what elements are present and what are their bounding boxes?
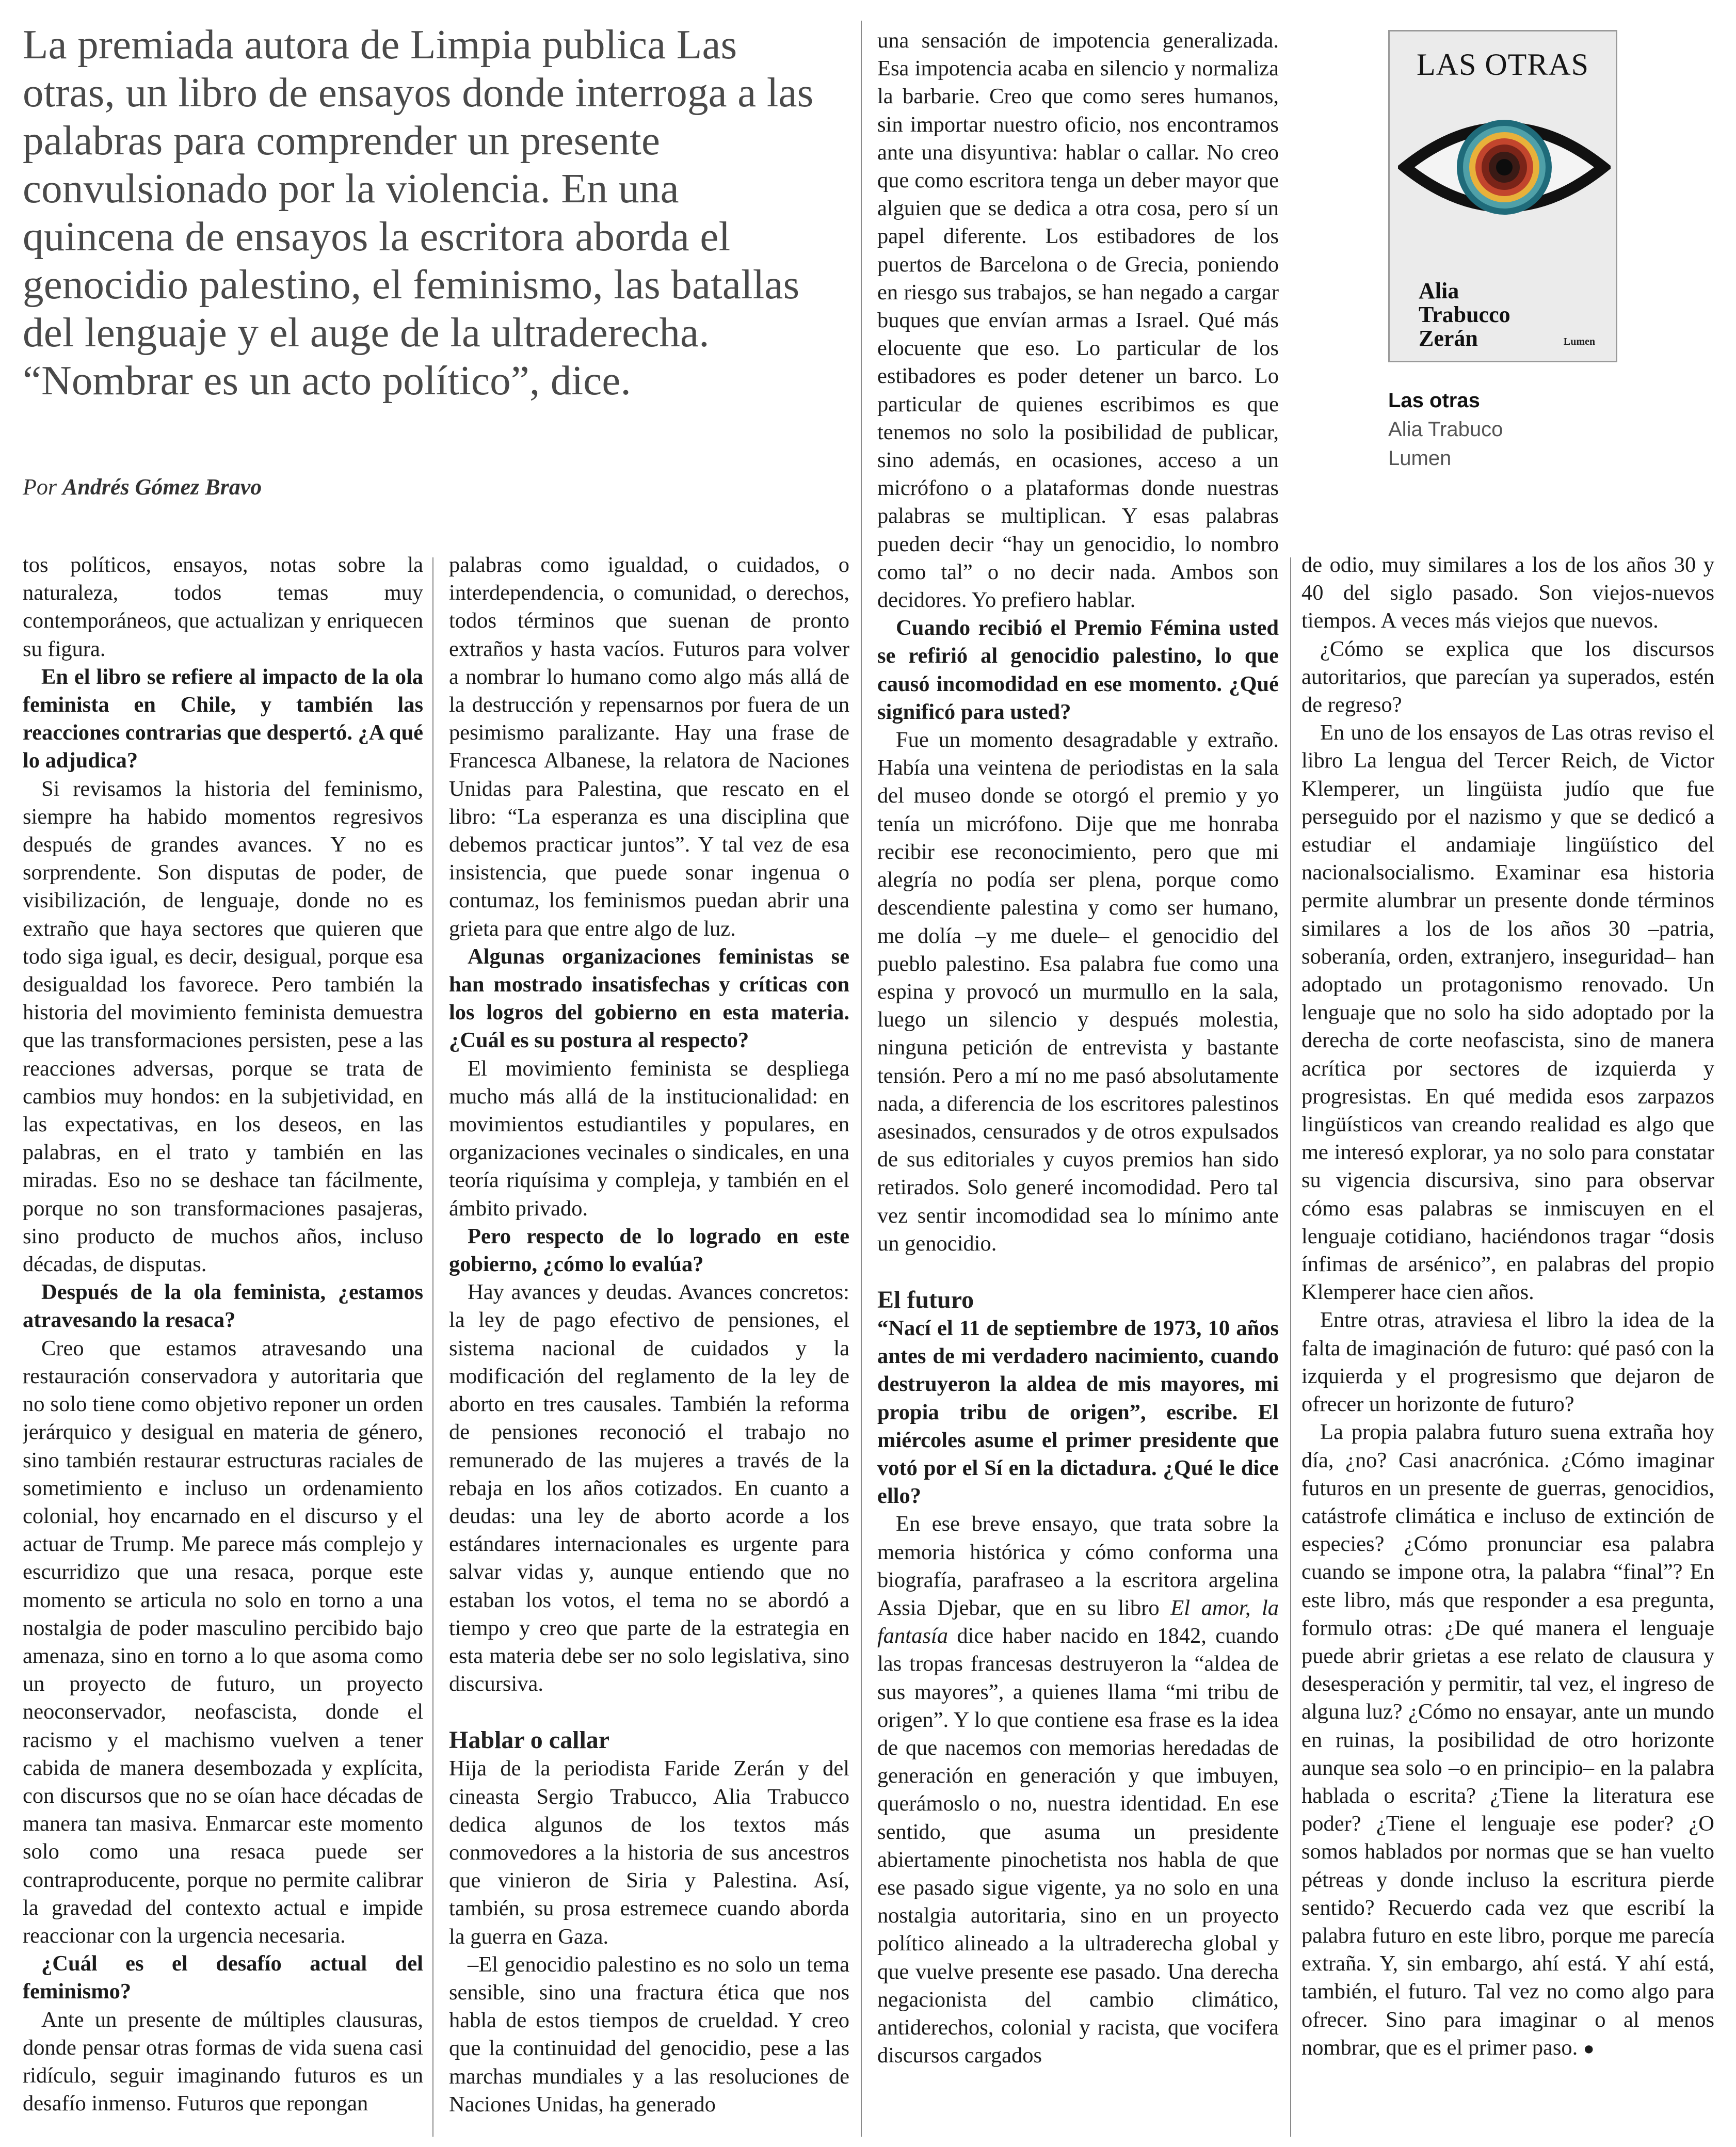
paragraph: tos políticos, ensayos, notas sobre la naturaleza, todos temas muy contemporáneos, que actualizan y enriquecen su figura. xyxy=(23,553,423,661)
paragraph: Ante un presente de múltiples clausuras, donde pensar otras formas de vida suena casi ridículo, seguir imaginando futuros es un desafío inmenso. Futuros que repongan xyxy=(23,2007,423,2116)
spacer xyxy=(449,1698,849,1726)
question: ¿Cuál es el desafío actual del feminismo? xyxy=(23,1951,423,2004)
question: En el libro se refiere al impacto de la ola feminista en Chile, y también las reacciones contrarias que despertó. ¿A qué lo adjudica? xyxy=(23,664,423,773)
paragraph: Entre otras, atraviesa el libro la idea de la falta de imaginación de futuro: qué pasó con la izquierda y el progresismo que dejaron de ofrecer un horizonte de futuro? xyxy=(1301,1308,1714,1417)
paragraph: En uno de los ensayos de Las otras reviso el libro La lengua del Tercer Reich, de Victor Klemperer, un lingüista judío que fue perseguido por el nazismo y que se dedicó a estudiar el andamiaje lingüístico del nacionalsocialismo. Examinar esa historia permite alumbrar un presente donde términos similares a los de los años 30 –patria, soberanía, orden, extranjero, inseguridad– han adoptado un protagonismo renovado. Un lenguaje que no solo ha sido adoptado por la derecha de corte neofascista, sino de manera acrítica por sectores de izquierda y progresistas. En qué medida esos zarpazos lingüísticos van creando realidad es algo que me interesó explorar, ya no solo para constatar su vigencia discursiva, sino para observar cómo esas palabras se inmiscuyen en el lenguaje cotidiano, haciéndonos tragar “dosis ínfimas de arsénico”, en palabras del propio Klemperer hace cien años. xyxy=(1301,720,1714,1305)
column-divider xyxy=(861,21,862,2137)
paragraph: una sensación de impotencia generalizada. Esa impotencia acaba en silencio y normaliza la barbarie. Creo que como seres humanos, sin importar nuestro oficio, nos encontramos ante una disyuntiva: hablar o callar. No creo que como escritora tenga un deber mayor que alguien que se dedica a otra cosa, pero sí un papel diferente. Los estibadores de los puertos de Barcelona o de Grecia, poniendo en riesgo sus trabajos, se han negado a cargar buques que envían armas a Israel. Qué más elocuente que eso. Lo particular de los estibadores es poder detener un barco. Lo particular de quienes escribimos es que tenemos no solo la posibilidad de publicar, sino además, en ocasiones, acceso a un micrófono o a plataformas donde nuestras palabras se multiplican. Y esas palabras pueden decir “hay un genocidio, lo nombro como tal” o no decir nada. Ambos son decidores. Yo prefiero hablar. xyxy=(877,28,1279,613)
paragraph xyxy=(1301,1418,1714,2062)
paragraph: Creo que estamos atravesando una restauración conservadora y autoritaria que no solo tiene como objetivo reponer un orden jerárquico y desigual en materia de género, sino también restaurar estructuras raciales de sometimiento e incluso un ordenamiento colonial, hoy encarnado en el discurso y el actuar de Trump. Me parece más complejo y escurridizo que una resaca, porque este momento se articula no solo en torno a una nostalgia de poder masculino percibido bajo amenaza, sino en torno a lo que asoma como un proyecto de futuro, un proyecto neoconservador, neofascista, donde el racismo y el machismo vuelven a tener cabida de manera desembozada y explícita, con discursos que no se oían hace décadas de manera tan masiva. Enmarcar este momento solo como una resaca puede ser contraproducente, porque no permite calibrar la gravedad del contexto actual e impide reaccionar con la urgencia necesaria. xyxy=(23,1336,423,1948)
paragraph: Hija de la periodista Faride Zerán y del cineasta Sergio Trabucco, Alia Trabucco dedica algunos de los textos más conmovedores a la historia de sus ancestros que vinieron de Siria y Palestina. Así, también, su prosa estremece cuando aborda la guerra en Gaza. xyxy=(449,1756,849,1949)
question: Después de la ola feminista, ¿estamos atravesando la resaca? xyxy=(23,1280,423,1333)
question: Pero respecto de lo logrado en este gobierno, ¿cómo lo evalúa? xyxy=(449,1224,849,1277)
paragraph: Fue un momento desagradable y extraño. Había una veintena de periodistas en la sala del museo donde se otorgó el premio y yo tenía un micrófono. Dije que me honraba recibir ese reconocimiento, pero que mi alegría no podía ser plena, porque como descendiente palestina y como ser humano, me dolía –y me duele– el genocidio del pueblo palestino. Esa palabra fue como una espina y provocó un murmullo en la sala, luego un silencio y después molestia, ninguna petición de entrevista y bastante tensión. Pero a mí no me pasó absolutamente nada, a diferencia de los escritores palestinos asesinados, censurados y de otros expulsados de sus editoriales y cuyos premios han sido retirados. Solo generé incomodidad. Pero tal vez sentir incomodidad sea lo mínimo ante un genocidio. xyxy=(877,728,1279,1256)
paragraph: –El genocidio palestino es no solo un tema sensible, sino una fractura ética que nos habla de estos tiempos de crueldad. Y creo que la continuidad del genocidio, pese a las marchas mundiales y a las resoluciones de Naciones Unidas, ha generado xyxy=(449,1952,849,2117)
paragraph-text: La propia palabra futuro suena extraña hoy día, ¿no? Casi anacrónica. ¿Cómo imaginar futuros en un presente de guerras, genocidios, catástrofe climática e incluso de extinción de especies? ¿Cómo pronunciar esa palabra cuando se impone otra, la palabra “final”? En este libro, más que responder a esa pregunta, formulo otras: ¿De qué manera el lenguaje puede abrir grietas a ese relato de clausura y desesperación y permitir, tal vez, el ingreso de alguna luz? ¿Cómo no ensayar, ante un mundo en ruinas, la posibilidad de otro horizonte aunque sea solo –o en principio– en la palabra hablada o escrita? ¿Tiene la literatura ese poder? ¿Tiene el lenguaje ese poder? ¿O somos hablados por normas que se han vuelto pétreas y donde incluso la escritura pierde sentido? Recuerdo cada vez que escribí la palabra futuro en este libro, porque me parecía extraña. Y, sin embargo, ahí está. Y ahí está, también, el futuro. Tal vez no como algo para ofrecer. Sino para imaginar o al menos nombrar, que es el primer paso. xyxy=(1301,1420,1714,2060)
question: Cuando recibió el Premio Fémina usted se refirió al genocidio palestino, lo que causó incomodidad en ese momento. ¿Qué significó para usted? xyxy=(877,616,1279,724)
paragraph xyxy=(877,1510,1279,2070)
article-column-2 xyxy=(449,551,849,2130)
paragraph-text: dice haber nacido en 1842, cuando las tropas francesas destruyeron la “aldea de sus mayores”, a quienes llama “mi tribu de origen”. Y lo que contiene esa frase es la idea de que nacemos con memorias heredadas de generación en generación y que imbuyen, querámoslo o no, nuestra identidad. En ese sentido, que asuma un presidente abiertamente pinochetista nos habla de que ese pasado sigue vigente, ya no solo en una nostalgia autoritaria, sino en un proyecto político alineado a la ultraderecha global y que vuelve presente ese pasado. Una derecha negacionista del cambio climático, antiderechos, colonial y racista, que vocifera discursos cargados xyxy=(877,1624,1279,2068)
paragraph: ¿Cómo se explica que los discursos autoritarios, que parecían ya superados, estén de regreso? xyxy=(1301,636,1714,717)
book-credits xyxy=(1388,386,1698,473)
paragraph: El movimiento feminista se despliega mucho más allá de la institucionalidad: en movimientos estudiantiles y populares, en organizaciones vecinales o sindicales, en una teoría riquísima y compleja, y también en el ámbito privado. xyxy=(449,1056,849,1221)
cover-author-line: Alia xyxy=(1419,278,1459,303)
column-divider xyxy=(1290,557,1291,2137)
cover-author-line: Trabucco xyxy=(1419,302,1510,327)
paragraph: palabras como igualdad, o cuidados, o interdependencia, o comunidad, o derechos, todos términos que suenan de pronto extraños y hasta vacíos. Futuros para volver a nombrar lo humano como algo más allá de la destrucción y repensarnos por fuera de un pesimismo paralizante. Hay una frase de Francesca Albanese, la relatora de Naciones Unidas para Palestina, que rescato en el libro: “La esperanza es una disciplina que debemos practicar juntos”. Y tal vez de esa insistencia, que puede sonar ingenua o contumaz, los feminismos puedan abrir una grieta para que entre algo de luz. xyxy=(449,553,849,941)
book-title-ref: El amor, la fantasía xyxy=(877,1595,1279,1648)
article-column-1 xyxy=(23,551,423,2130)
paragraph-text: En ese breve ensayo, que trata sobre la memoria histórica y cómo conforma una biografía, parafraseo a la escritora argelina Assia Djebar, que en su libro xyxy=(877,1512,1279,1620)
question: Algunas organizaciones feministas se han mostrado insatisfechas y críticas con los logros del gobierno en esta materia. ¿Cuál es su postura al respecto? xyxy=(449,944,849,1053)
paragraph: Hay avances y deudas. Avances concretos: la ley de pago efectivo de pensiones, el sistema nacional de cuidados y la modificación del reglamento de la ley de aborto en tres causales. También la reforma de pensiones reconoció el trabajo no remunerado de las mujeres a través de la rebaja en los años cotizados. En cuanto a deudas: una ley de aborto acorde a los estándares internacionales es urgente para salvar vidas y, aunque entiendo que no estaban los votos, el tema no se abordó a tiempo y creo que parte de la estrategia en esta materia debe ser no solo legislativa, sino discursiva. xyxy=(449,1280,849,1696)
end-mark-icon: ● xyxy=(1583,2038,1595,2059)
book-title: Las otras xyxy=(1388,389,1480,412)
section-heading: El futuro xyxy=(877,1286,974,1313)
book-cover-author xyxy=(1419,279,1553,350)
article-column-3 xyxy=(877,27,1279,2130)
article-column-4 xyxy=(1301,551,1714,2130)
eye-icon xyxy=(1398,104,1611,231)
column-divider xyxy=(432,557,433,2137)
article-lead: La premiada autora de Limpia publica Las otras, un libro de ensayos donde interroga a las palabras para comprender un presente convulsionado por la violencia. En una quincena de ensayos la escritora aborda el genocidio palestino, el feminismo, las batallas del lenguaje y el auge de la ultraderecha. “Nombrar es un acto político”, dice. xyxy=(23,21,814,404)
book-cover-publisher: Lumen xyxy=(1563,336,1595,347)
spacer xyxy=(877,1258,1279,1286)
book-cover xyxy=(1388,30,1617,362)
book-author: Alia Trabuco xyxy=(1388,418,1503,441)
byline-author: Andrés Gómez Bravo xyxy=(62,474,262,500)
book-cover-title: LAS OTRAS xyxy=(1416,47,1589,82)
byline xyxy=(23,474,539,500)
section-heading: Hablar o callar xyxy=(449,1726,610,1754)
paragraph: Si revisamos la historia del feminismo, siempre ha habido momentos regresivos después de grandes avances. Y no es sorprendente. Son disputas de poder, de visibilización, de lenguaje, donde no es extraño que haya sectores que quieren que todo siga igual, es decir, desigual, porque esa desigualdad los favorece. Pero también la historia del movimiento feminista demuestra que las transformaciones persisten, pese a las reacciones adversas, porque se trata de cambios muy hondos: en la subjetividad, en las expectativas, en los deseos, en las palabras, en el trato y también en las miradas. Eso no se deshace tan fácilmente, porque no son transformaciones pasajeras, sino producto de muchos años, incluso décadas, de disputas. xyxy=(23,776,423,1277)
cover-author-line: Zerán xyxy=(1419,326,1478,351)
paragraph: de odio, muy similares a los de los años 30 y 40 del siglo pasado. Son viejos-nuevos tiempos. A veces más viejos que nuevos. xyxy=(1301,553,1714,633)
byline-prefix: Por xyxy=(23,474,57,500)
question: “Nací el 11 de septiembre de 1973, 10 años antes de mi verdadero nacimiento, cuando destruyeron la aldea de mis mayores, mi propia tribu de origen”, escribe. El miércoles asume el primer presidente que votó por el Sí en la dictadura. ¿Qué le dice ello? xyxy=(877,1316,1279,1509)
book-publisher: Lumen xyxy=(1388,447,1452,470)
